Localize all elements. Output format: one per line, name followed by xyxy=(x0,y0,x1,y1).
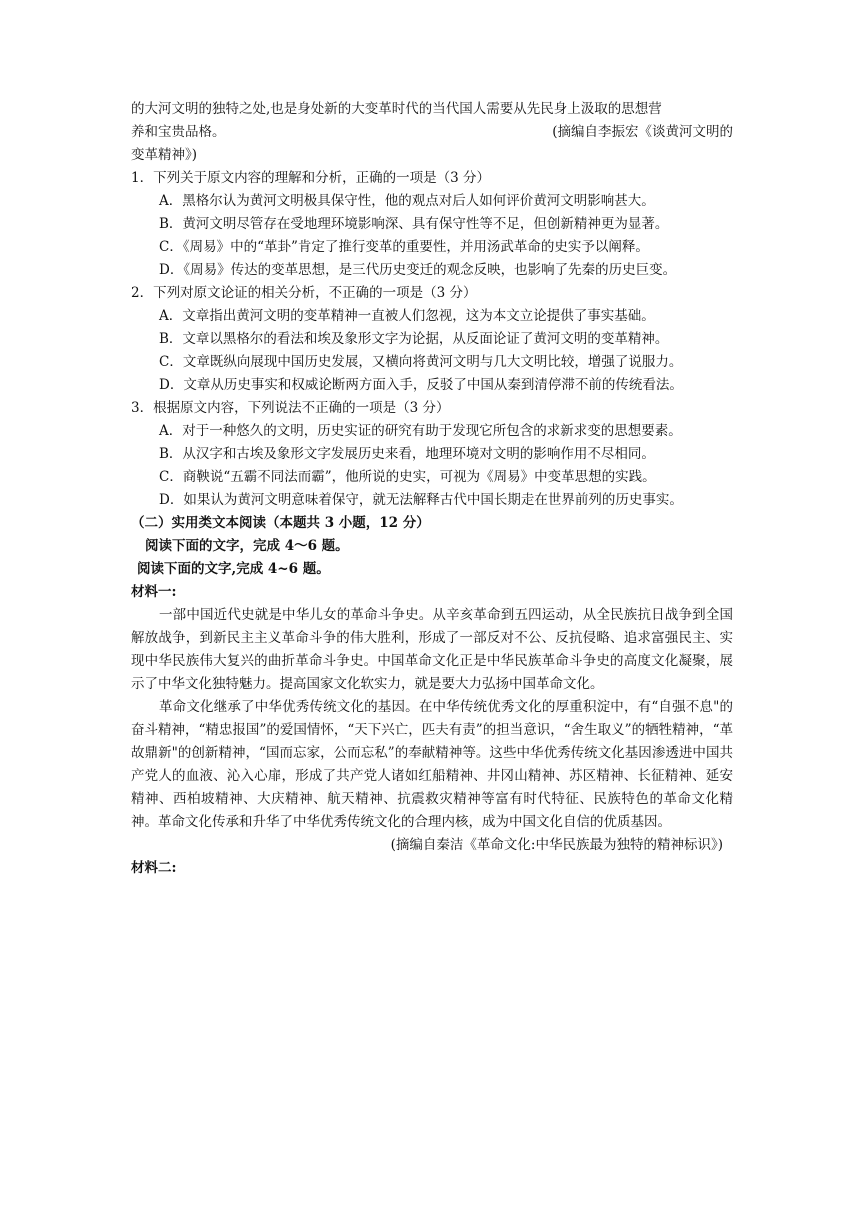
question-3 xyxy=(131,397,733,512)
intro-line-1: 的大河文明的独特之处,也是身处新的大变革时代的当代国人需要从先民身上汲取的思想营 xyxy=(131,101,662,117)
option-a: A．文章指出黄河文明的变革精神一直被人们忽视，这为本文立论提供了事实基础。 xyxy=(159,308,655,324)
option-d: D．《周易》传达的变革思想，是三代历史变迁的观念反映，也影响了先秦的历史巨变。 xyxy=(159,262,677,278)
option-c: C．《周易》中的“革卦”肯定了推行变革的重要性，并用汤武革命的史实予以阐释。 xyxy=(159,239,649,255)
section-heading: （二）实用类文本阅读（本题共 3 小题，12 分） xyxy=(131,515,430,531)
instruction-2: 阅读下面的文字,完成 4~6 题。 xyxy=(137,561,330,577)
material-1-source: (摘编自秦洁《革命文化:中华民族最为独特的精神标识》) xyxy=(390,837,723,853)
material-1-label: 材料一: xyxy=(131,584,177,600)
intro-line-2-left: 养和宝贵品格。 xyxy=(131,124,226,140)
option-d: D．文章从历史事实和权威论断两方面入手，反驳了中国从秦到清停滞不前的传统看法。 xyxy=(159,377,683,393)
option-b: B．黄河文明尽管存在受地理环境影响深、具有保守性等不足，但创新精神更为显著。 xyxy=(159,216,669,232)
question-stem: 2．下列对原文论证的相关分析，不正确的一项是（3 分） xyxy=(131,285,477,301)
option-a: A．对于一种悠久的文明，历史实证的研究有助于发现它所包含的求新求变的思想要素。 xyxy=(159,423,682,439)
instruction-1: 阅读下面的文字，完成 4～6 题。 xyxy=(145,538,349,554)
intro-line-2 xyxy=(131,121,733,144)
option-d: D．如果认为黄河文明意味着保守，就无法解释古代中国长期走在世界前列的历史事实。 xyxy=(159,492,683,508)
material-1-paragraph-1: 一部中国近代史就是中华儿女的革命斗争史。从辛亥革命到五四运动，从全民族抗日战争到全国解放战争，到新民主主义革命斗争的伟大胜利，形成了一部反对不公、反抗侵略、追求富强民主、实现中华民族伟大复兴的曲折革命斗争史。中国革命文化正是中华民族革命斗争史的高度文化凝聚，展示了中华文化独特魅力。提高国家文化软实力，就是要大力弘扬中国革命文化。 xyxy=(131,607,733,692)
option-c: C．文章既纵向展现中国历史发展，又横向将黄河文明与几大文明比较，增强了说服力。 xyxy=(159,354,683,370)
option-b: B．从汉字和古埃及象形文字发展历史来看，地理环境对文明的影响作用不尽相同。 xyxy=(159,446,655,462)
material-1-paragraph-2: 革命文化继承了中华优秀传统文化的基因。在中华传统优秀文化的厚重积淀中，有“自强不息"的奋斗精神，“精忠报国”的爱国情怀，“天下兴亡，匹夫有责”的担当意识，“舍生取义”的牺牲精神，“革故鼎新"的创新精神，“国而忘家，公而忘私”的奉献精神等。这些中华优秀传统文化基因渗透进中国共产党人的血液、沁入心扉，形成了共产党人诸如红船精神、井冈山精神、苏区精神、长征精神、延安精神、西柏坡精神、大庆精神、航天精神、抗震救灾精神等富有时代特征、民族特色的革命文化精神。革命文化传承和升华了中华优秀传统文化的合理内核，成为中国文化自信的优质基因。 xyxy=(131,699,733,830)
intro-line-3: 变革精神》) xyxy=(131,147,198,163)
question-stem: 1．下列关于原文内容的理解和分析，正确的一项是（3 分） xyxy=(131,170,490,186)
document-page xyxy=(131,98,733,880)
option-a: A．黑格尔认为黄河文明极具保守性，他的观点对后人如何评价黄河文明影响甚大。 xyxy=(159,193,655,209)
question-1 xyxy=(131,167,733,282)
option-b: B．文章以黑格尔的看法和埃及象形文字为论据，从反面论证了黄河文明的变革精神。 xyxy=(159,331,669,347)
material-2-label: 材料二: xyxy=(131,860,177,876)
intro-source: (摘编自李振宏《谈黄河文明的 xyxy=(552,124,733,140)
option-c: C．商鞅说“五霸不同法而霸”，他所说的史实，可视为《周易》中变革思想的实践。 xyxy=(159,469,656,485)
question-2 xyxy=(131,282,733,397)
question-stem: 3．根据原文内容，下列说法不正确的一项是（3 分） xyxy=(131,400,450,416)
